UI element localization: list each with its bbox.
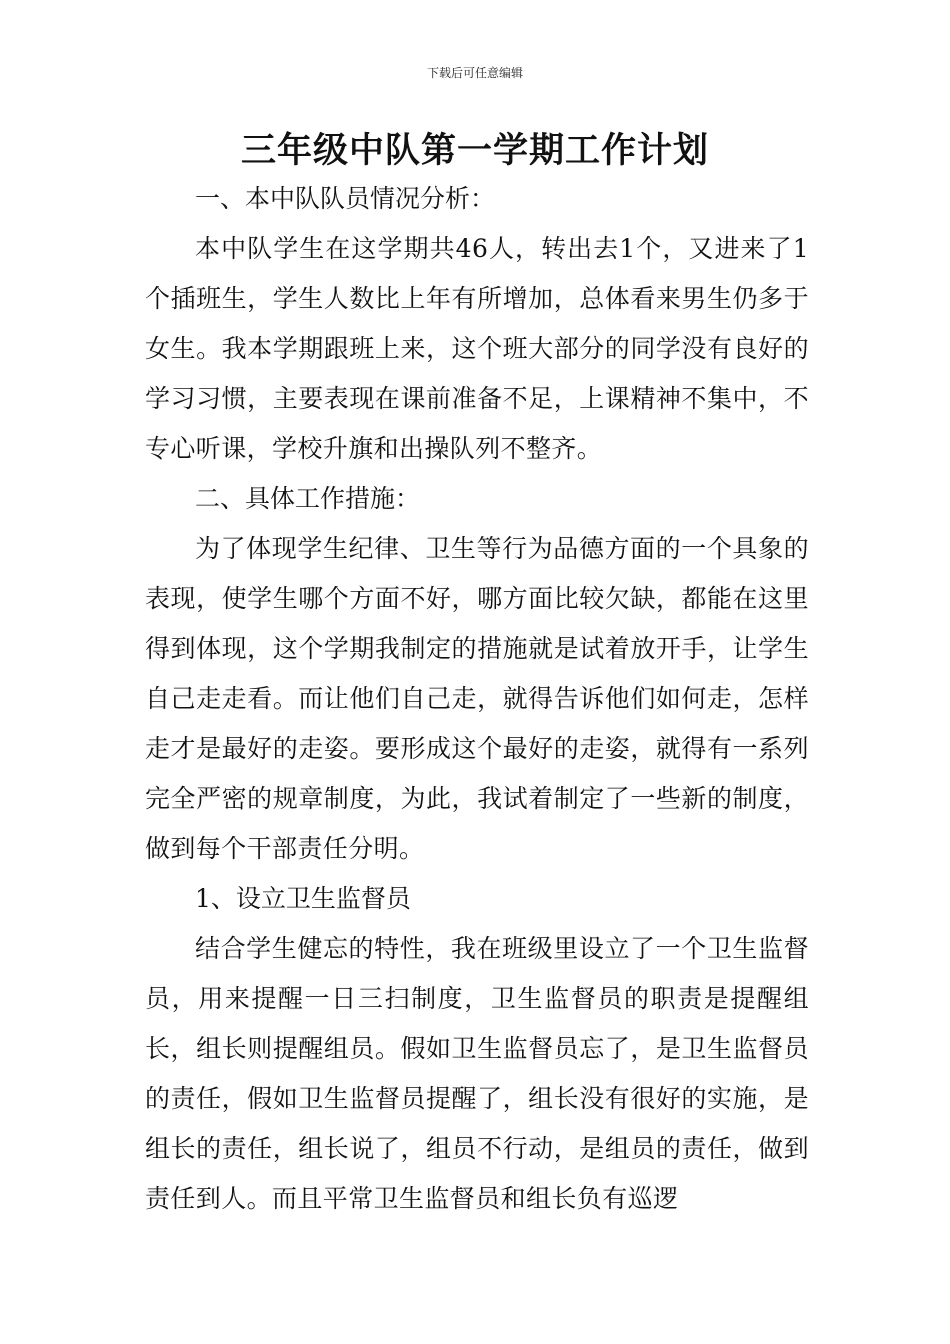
document-title: 三年级中队第一学期工作计划 [240,130,709,171]
section-heading-2: 二、具体工作措施： [195,484,421,513]
section-heading-3: 1、设立卫生监督员 [195,884,411,913]
paragraph-hygiene-supervisor: 结合学生健忘的特性，我在班级里设立了一个卫生监督员，用来提醒一日三扫制度，卫生监督员的职责是提醒组长，组长则提醒组员。假如卫生监督员忘了，是卫生监督员的责任，假如卫生监督员提醒了，组长没有很好的实施，是组长的责任，组长说了，组员不行动，是组员的责任，做到责任到人。而且平常卫生监督员和组长负有巡逻 [145,934,809,1213]
paragraph-team-analysis: 本中队学生在这学期共46人，转出去1个，又进来了1个插班生，学生人数比上年有所增加，总体看来男生仍多于女生。我本学期跟班上来，这个班大部分的同学没有良好的学习习惯，主要表现在课前准备不足，上课精神不集中，不专心听课，学校升旗和出操队列不整齐。 [145,234,809,463]
paragraph-work-measures: 为了体现学生纪律、卫生等行为品德方面的一个具象的表现，使学生哪个方面不好，哪方面比较欠缺，都能在这里得到体现，这个学期我制定的措施就是试着放开手，让学生自己走走看。而让他们自己走，就得告诉他们如何走，怎样走才是最好的走姿。要形成这个最好的走姿，就得有一系列完全严密的规章制度，为此，我试着制定了一些新的制度，做到每个干部责任分明。 [145,534,809,863]
header-note: 下载后可任意编辑 [426,66,523,80]
section-heading-1: 一、本中队队员情况分析： [195,184,496,213]
document-body [145,174,809,1224]
